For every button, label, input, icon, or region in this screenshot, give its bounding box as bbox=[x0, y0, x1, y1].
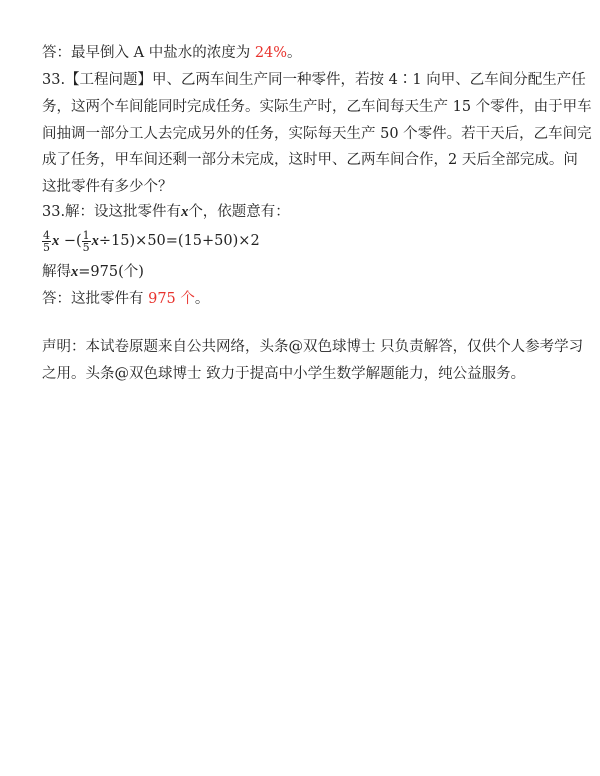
intro-text: 33.解：设这批零件有 bbox=[42, 204, 182, 220]
disclaimer-line: 声明：本试卷原题来自公共网络，头条@双色球博士 只负责解答，仅供个人参考学习 bbox=[42, 339, 584, 355]
question-line: 33.【工程问题】甲、乙两车间生产同一种零件，若按 4∶1 向甲、乙车间分配生产任 bbox=[42, 72, 586, 88]
variable: x bbox=[181, 204, 189, 220]
operator: −( bbox=[59, 233, 82, 249]
solution-result bbox=[42, 263, 144, 281]
fraction bbox=[42, 230, 51, 253]
numerator: 1 bbox=[82, 228, 90, 242]
question-line: 这批零件有多少个？ bbox=[42, 179, 173, 195]
previous-answer bbox=[42, 44, 302, 62]
variable: x bbox=[52, 233, 60, 249]
numerator: 4 bbox=[43, 228, 50, 242]
question-line: 间抽调一部分工人去完成另外的任务，实际每天生产 50 个零件。若干天后，乙车间完 bbox=[42, 126, 592, 142]
result-text: 解得 bbox=[42, 264, 71, 280]
answer-value: 975 个 bbox=[148, 291, 195, 307]
answer-end: 。 bbox=[287, 45, 302, 61]
equation bbox=[42, 228, 260, 254]
question-line: 务，这两个车间能同时完成任务。实际生产时，乙车间每天生产 15 个零件，由于甲车 bbox=[42, 99, 592, 115]
equation-rest: ÷15)×50=(15+50)×2 bbox=[98, 233, 260, 249]
solution-answer bbox=[42, 290, 209, 308]
denominator: 5 bbox=[82, 240, 90, 254]
variable: x bbox=[71, 264, 79, 280]
question-line: 成了任务，甲车间还剩一部分未完成，这时甲、乙两车间合作，2 天后全部完成。问 bbox=[42, 152, 578, 168]
answer-value: 24% bbox=[254, 45, 288, 61]
denominator: 5 bbox=[43, 240, 50, 254]
intro-text: 个，依题意有： bbox=[188, 204, 290, 220]
disclaimer-line: 之用。头条@双色球博士 致力于提高中小学生数学解题能力，纯公益服务。 bbox=[42, 366, 526, 382]
result-text: =975(个) bbox=[78, 264, 144, 280]
fraction bbox=[82, 230, 91, 253]
solution-intro bbox=[42, 203, 290, 221]
variable: x bbox=[91, 233, 99, 249]
answer-end: 。 bbox=[194, 291, 210, 307]
answer-text: 答：这批零件有 bbox=[42, 291, 149, 307]
answer-text: 答：最早倒入 A 中盐水的浓度为 bbox=[42, 45, 255, 61]
